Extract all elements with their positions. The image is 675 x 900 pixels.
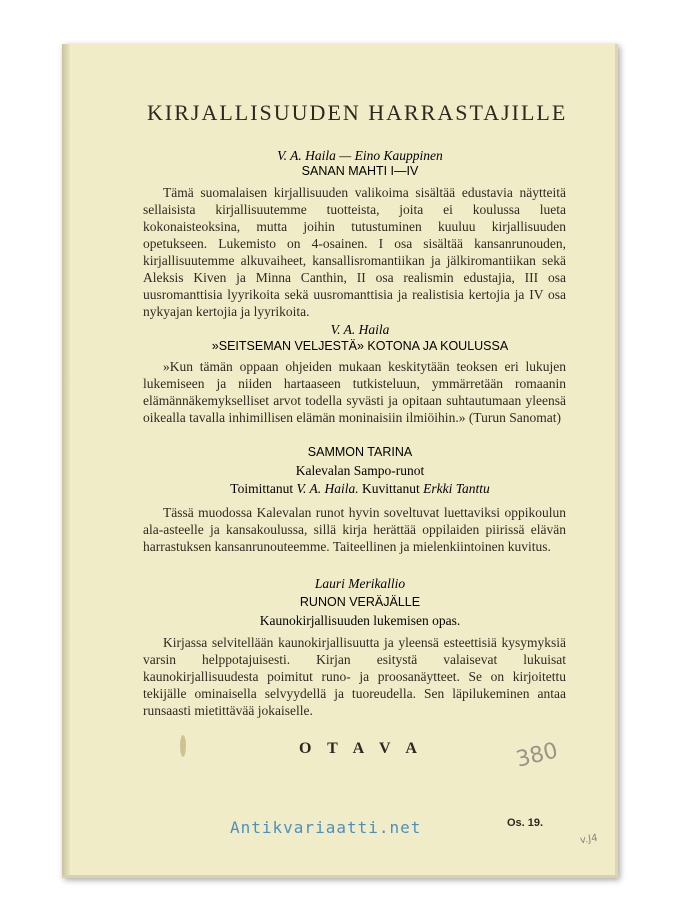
section1-description bbox=[143, 184, 566, 320]
section4-title: RUNON VERÄJÄLLE bbox=[299, 595, 421, 609]
section3-credits-mid: Kuvittanut bbox=[358, 481, 424, 496]
section3-credits bbox=[150, 481, 570, 497]
section1-title: SANAN MAHTI I—IV bbox=[301, 164, 419, 178]
cover-edge bbox=[62, 44, 70, 875]
section1-author: V. A. Haila — Eino Kauppinen bbox=[277, 148, 443, 163]
watermark: Antikvariaatti.net bbox=[230, 818, 422, 837]
section4-description bbox=[143, 634, 566, 719]
section1-text: Tämä suomalaisen kirjallisuuden valikoima sisältää edustavia näytteitä sellaisista kirjallisuutemme tuotteista, joita ei koulussa lueta kokonaisteoksina, mutta joihin tutustuminen kuuluu kirjallisuuden opetukseen. Lukemisto on 4-osainen. I osa sisältää kansanrunouden, kirjallisuutemme alkuvaiheet, kansallisromantiikan ja jälkiromantiikan sekä Aleksis Kiven ja Minna Canthin, II osa realismin edustajia, III osa uusromanttisia lyyrikoita sekä uusromanttisia ja realistisia kertojia ja IV osa nykyajan kertojia ja lyyrikoita. bbox=[143, 185, 566, 319]
pencil-initials: v.J4 bbox=[579, 832, 599, 847]
section4-text: Kirjassa selvitellään kaunokirjallisuutta ja yleensä esteettisiä kysymyksiä varsin helppotajuisesti. Kirjan esitystä valaisevat lukuisat kaunokirjallisuudesta poimitut runo- ja proosanäytteet. Se on kirjoitettu tekijälle ominaisella selvyydellä ja tuoreudella. Sen läpilukeminen antaa runsaasti mietittävää jokaiselle. bbox=[143, 635, 566, 718]
cover-title: KIRJALLISUUDEN HARRASTAJILLE bbox=[147, 100, 568, 125]
section3-description bbox=[143, 504, 566, 555]
section4-author: Lauri Merikallio bbox=[314, 576, 406, 591]
section3-subtitle: Kalevalan Sampo-runot bbox=[295, 463, 425, 478]
section4-subtitle: Kaunokirjallisuuden lukemisen opas. bbox=[259, 613, 461, 628]
section3-editor: V. A. Haila. bbox=[296, 481, 359, 496]
section3-text: Tässä muodossa Kalevalan runot hyvin soveltuvat luettaviksi oppikoulun ala-asteelle ja kansakoulussa, sillä kirja herättää oppilaiden piirissä elävän harrastuksen kansanrunouteemme. Taiteellinen ja mielenkiintoinen kuvitus. bbox=[143, 505, 566, 554]
section2-text: »Kun tämän oppaan ohjeiden mukaan keskitytään teoksen eri lukujen lukemiseen ja niiden hartaaseen tutkisteluun, ymmärretään romaanin elämännäkemykselliset arvot todella syvästi ja opitaan suhtautumaan yleensä oikealla tavalla inhimillisen elämän moninaisiin ilmiöihin.» (Turun Sanomat) bbox=[143, 359, 566, 425]
stain-mark bbox=[180, 735, 186, 757]
section2-title: »SEITSEMAN VELJESTÄ» KOTONA JA KOULUSSA bbox=[211, 339, 509, 353]
section2-description bbox=[143, 358, 566, 426]
section3-credits-prefix: Toimittanut bbox=[230, 481, 297, 496]
section3-title: SAMMON TARINA bbox=[307, 445, 413, 459]
pencil-price-mark: 380 bbox=[513, 738, 561, 773]
section2-author: V. A. Haila bbox=[330, 322, 390, 337]
publisher-name: O T A V A bbox=[299, 740, 423, 757]
section3-illustrator: Erkki Tanttu bbox=[423, 481, 490, 496]
catalog-code: Os. 19. bbox=[507, 817, 544, 829]
